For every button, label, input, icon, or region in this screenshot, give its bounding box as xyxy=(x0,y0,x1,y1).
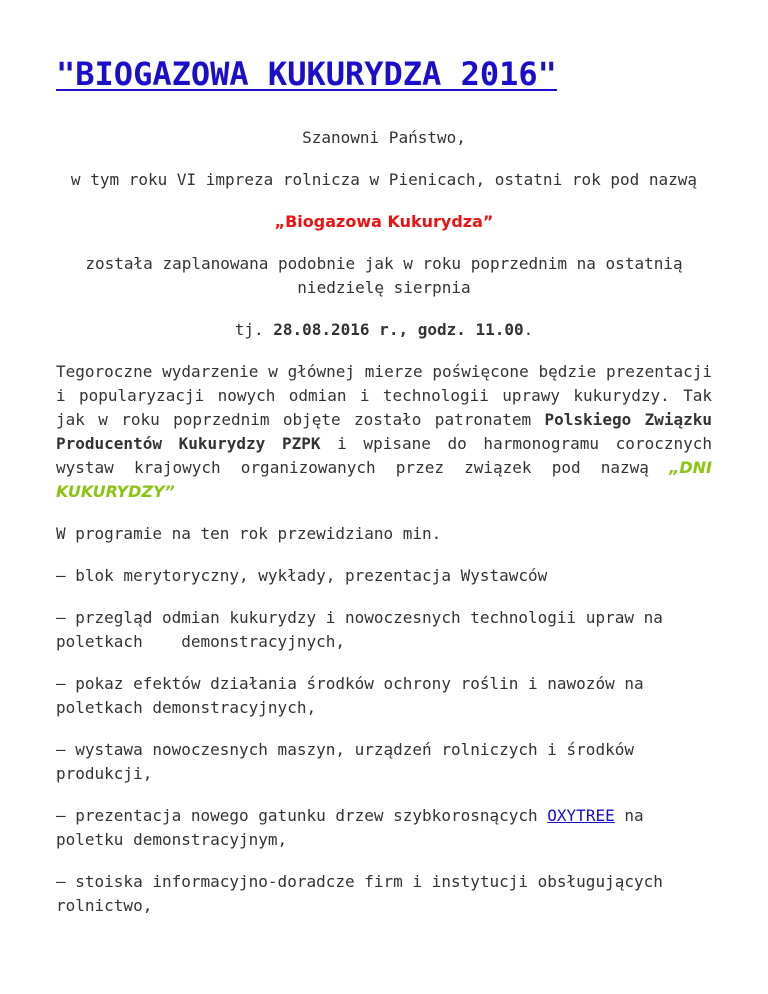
title-link[interactable]: "BIOGAZOWA KUKURYDZA 2016" xyxy=(56,55,557,93)
planned-text: została zaplanowana podobnie jak w roku poprzednim na ostatnią niedzielę sierpnia xyxy=(85,254,683,297)
oxytree-link[interactable]: OXYTREE xyxy=(547,806,615,825)
date-prefix: tj. xyxy=(234,320,274,339)
program-item-3: – pokaz efektów działania środków ochrony roślin i nawozów na poletkach demonstracyjnych, xyxy=(56,674,644,717)
program-item-5 xyxy=(56,804,712,852)
program-item-4: – wystawa nowoczesnych maszyn, urządzeń rolniczych i środków produkcji, xyxy=(56,740,634,783)
intro-text: w tym roku VI impreza rolnicza w Pienicach, ostatni rok pod nazwą xyxy=(70,170,698,189)
event-name-paragraph xyxy=(56,210,712,234)
item-5-before: – prezentacja nowego gatunku drzew szybkorosnących xyxy=(56,806,548,825)
date-suffix: . xyxy=(523,320,534,339)
program-item-2: – przegląd odmian kukurydzy i nowoczesnych technologii upraw na poletkach demonstracyjnych, xyxy=(56,608,673,651)
date-value: 28.08.2016 r., godz. 11.00 xyxy=(273,320,524,339)
program-item-6: – stoiska informacyjno-doradcze firm i instytucji obsługujących rolnictwo, xyxy=(56,872,663,915)
page-title xyxy=(56,56,712,92)
event-name: „Biogazowa Kukurydza” xyxy=(274,212,494,231)
organization-name: Polskiego Związku Producentów Kukurydzy PZPK xyxy=(56,410,713,453)
program-intro: W programie na ten rok przewidziano min. xyxy=(56,524,442,543)
days-highlight: „DNI KUKURYDZY” xyxy=(56,458,712,501)
item-5-after: na poletku demonstracyjnym, xyxy=(56,806,644,849)
greeting: Szanowni Państwo, xyxy=(302,128,466,147)
program-item-1: – blok merytoryczny, wykłady, prezentacja Wystawców xyxy=(56,566,548,585)
description-part2: i wpisane do harmonogramu corocznych wystaw krajowych organizowanych przez związek pod nazwą xyxy=(56,434,713,477)
description-paragraph xyxy=(56,360,712,504)
description-part1: Tegoroczne wydarzenie w głównej mierze poświęcone będzie prezentacji i popularyzacji nowych odmian i technologii uprawy kukurydzy. Tak jak w roku poprzednim objęte zostało patronatem xyxy=(56,362,712,429)
event-date xyxy=(56,318,712,342)
